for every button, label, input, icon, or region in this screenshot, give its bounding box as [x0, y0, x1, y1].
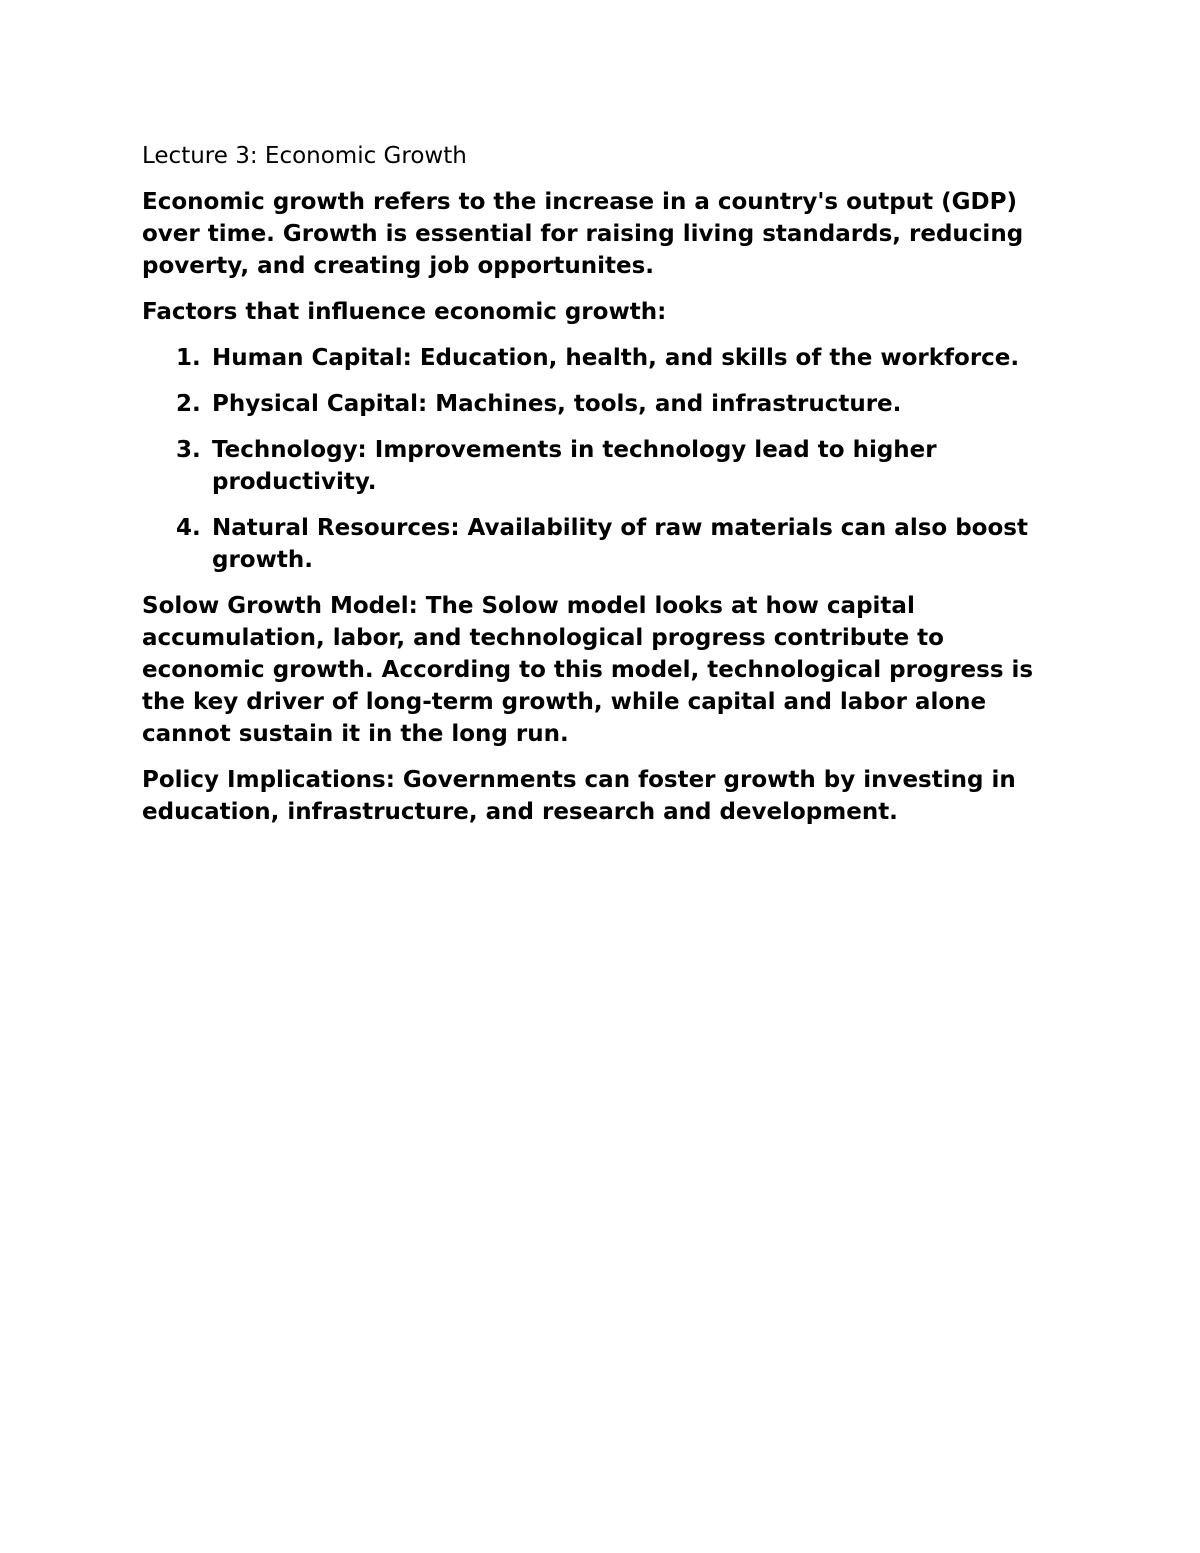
list-item-text: Physical Capital: Machines, tools, and infrastructure.: [212, 391, 902, 417]
factors-heading: Factors that influence economic growth:: [142, 299, 667, 325]
list-item-text: Human Capital: Education, health, and skills of the workforce.: [212, 345, 1020, 371]
list-item-text: Technology: Improvements in technology lead to higher productivity.: [212, 437, 937, 495]
document-title: Lecture 3: Economic Growth: [142, 143, 467, 169]
list-item: [142, 388, 1062, 420]
list-item: [142, 512, 1062, 576]
list-item: [142, 342, 1062, 374]
solow-paragraph: Solow Growth Model: The Solow model looks at how capital accumulation, labor, and technological progress contribute to economic growth. According to this model, technological progress is the key driver of long-term growth, while capital and labor alone cannot sustain it in the long run.: [142, 593, 1034, 747]
list-item-number: 4.: [176, 515, 201, 541]
list-item: [142, 434, 1062, 498]
policy-paragraph: Policy Implications: Governments can foster growth by investing in education, infrastructure, and research and development.: [142, 767, 1016, 825]
list-item-number: 3.: [176, 437, 201, 463]
list-item-text: Natural Resources: Availability of raw materials can also boost growth.: [212, 515, 1028, 573]
list-item-number: 2.: [176, 391, 201, 417]
factors-list: [142, 342, 1062, 576]
list-item-number: 1.: [176, 345, 201, 371]
document-body: [142, 140, 1062, 842]
intro-paragraph: Economic growth refers to the increase in a country's output (GDP) over time. Growth is essential for raising living standards, reducing poverty, and creating job opportunites.: [142, 189, 1024, 279]
